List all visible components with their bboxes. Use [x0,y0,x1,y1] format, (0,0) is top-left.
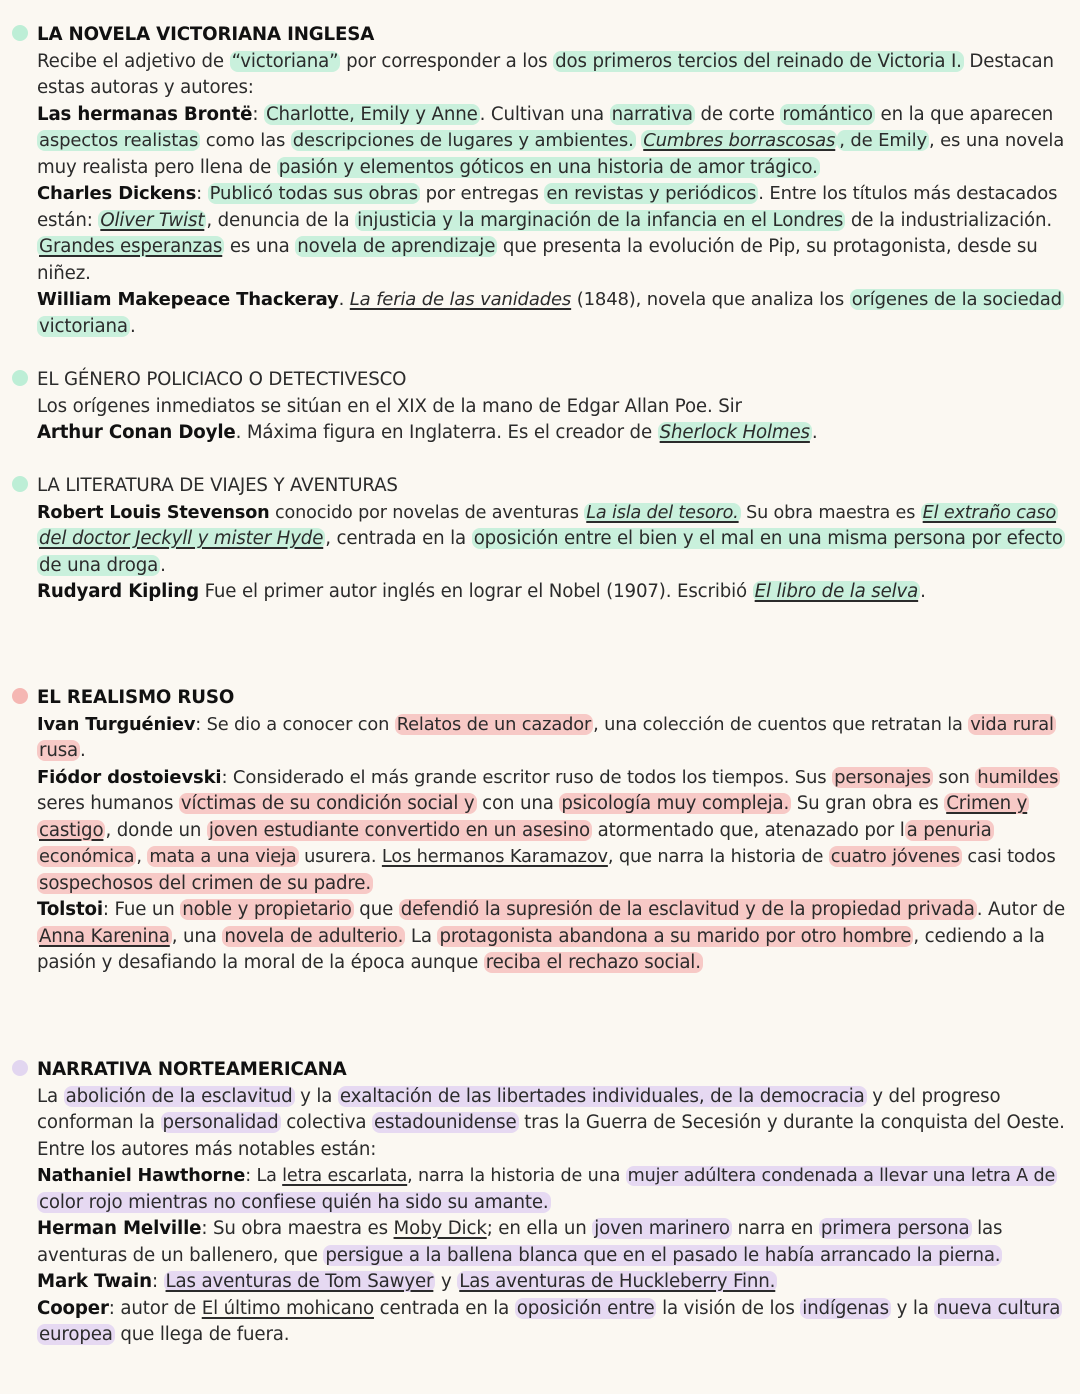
section-bullet-icon [12,1060,28,1076]
text-line: victoriana . [39,315,136,337]
section-realismo-ruso [37,685,1065,977]
book-title: Oliver Twist [100,209,205,231]
book-title: del doctor Jeckyll y mister Hyde [39,528,324,549]
text-line: La abolición de la esclavitud y la exaltación de las libertades individuales, de la democracia y del progreso [37,1085,1001,1107]
text-line: aspectos realistas como las descripciones de lugares y ambientes. Cumbres borrascosas , de Emily , es una novela [39,130,1065,151]
text-line: William Makepeace Thackeray. La feria de las vanidades (1848), novela que analiza los orígenes de la sociedad [37,289,1062,310]
text-line: Recibe el adjetivo de “victoriana” por corresponder a los dos primeros tercios del reinado de Victoria I. Destacan [37,50,1054,72]
text-line: sospechosos del crimen de su padre. [39,872,371,894]
text-line: económica , mata a una vieja usurera. Los hermanos Karamazov, que narra la historia de cuatro jóvenes casi todos [39,846,1056,867]
text-line: pasión y desafiando la moral de la época aunque reciba el rechazo social. [37,952,701,973]
book-title: La feria de las vanidades [349,289,572,310]
text-line: seres humanos víctimas de su condición social y con una psicología muy compleja. Su gran obra es Crimen y [37,793,1028,814]
text-line: Fiódor dostoievski: Considerado el más grande escritor ruso de todos los tiempos. Sus personajes son humildes [37,766,1059,788]
book-title: El libro de la selva [754,581,919,602]
text-line: Anna Karenina , una novela de adulterio. La protagonista abandona a su marido por otro hombre , cediendo a la [39,925,1045,947]
book-title: Cumbres borrascosas [643,130,836,151]
book-title: letra escarlata [282,1166,408,1186]
text-line: europea que llega de fuera. [39,1324,290,1345]
text-line: castigo , donde un joven estudiante convertido en un asesino atormentado que, atenazado por l a penuria [39,819,992,841]
section-title: EL REALISMO RUSO [37,687,235,708]
book-title: Sherlock Holmes [659,422,810,443]
text-line: de una droga . [39,554,166,576]
book-title: El último mohicano [201,1297,374,1319]
section-policiaco [37,367,1052,447]
section-narrativa-norteamericana [37,1057,1065,1349]
book-title: El extraño caso [922,502,1057,523]
text-line: Herman Melville: Su obra maestra es Moby Dick; en ella un joven marinero narra en primera persona las [37,1218,1003,1239]
section-title: LA LITERATURA DE VIAJES Y AVENTURAS [37,475,398,496]
section-title: EL GÉNERO POLICIACO O DETECTIVESCO [37,369,407,390]
text-line: están: Oliver Twist , denuncia de la injusticia y la marginación de la infancia en el Londres de la industrialización. [37,209,1052,231]
text-line: Rudyard Kipling Fue el primer autor inglés en lograr el Nobel (1907). Escribió El libro de la selva . [37,581,926,602]
text-line: Charles Dickens: Publicó todas sus obras por entregas en revistas y periódicos . Entre los títulos más destacados [37,183,1058,204]
text-line: Ivan Turguéniev: Se dio a conocer con Relatos de un cazador , una colección de cuentos que retratan la vida rural [37,713,1054,735]
section-title: NARRATIVA NORTEAMERICANA [37,1059,347,1080]
text-line: Las hermanas Brontë: Charlotte, Emily y Anne . Cultivan una narrativa de corte romántico en la que aparecen [37,103,1054,125]
text-line: del doctor Jeckyll y mister Hyde , centrada en la oposición entre el bien y el mal en una misma persona por efecto [39,528,1063,549]
text-line: Mark Twain: Las aventuras de Tom Sawyer y Las aventuras de Huckleberry Finn. [37,1271,776,1292]
text-line: Grandes esperanzas es una novela de aprendizaje que presenta la evolución de Pip, su protagonista, desde su [39,236,1038,257]
section-bullet-icon [12,476,28,492]
text-line: Nathaniel Hawthorne: La letra escarlata, narra la historia de una mujer adúltera condenada a llevar una letra A de [37,1166,1056,1186]
text-line: conforman la personalidad colectiva estadounidense tras la Guerra de Secesión y durante la conquista del Oeste. [37,1112,1065,1133]
text-line: color rojo mientras no confiese quién ha sido su amante. [39,1191,549,1213]
text-line: estas autoras y autores: [37,77,254,98]
section-bullet-icon [12,688,28,704]
text-line: muy realista pero llena de pasión y elementos góticos en una historia de amor trágico. [37,156,818,178]
text-line: Cooper: autor de El último mohicano centrada en la oposición entre la visión de los indígenas y la nueva cultura [37,1297,1061,1319]
book-title: Los hermanos Karamazov [381,846,608,867]
section-victoriana [37,22,1065,340]
text-line: Robert Louis Stevenson conocido por novelas de aventuras La isla del tesoro. Su obra maestra es El extraño caso [37,502,1057,523]
book-title: Crimen y [946,793,1028,814]
text-line: niñez. [37,262,91,284]
text-line: aventuras de un ballenero, que persigue a la ballena blanca que en el pasado le había arrancado la pierna. [37,1244,1001,1266]
book-title: La isla del tesoro. [586,502,739,523]
book-title: Anna Karenina [39,925,170,947]
text-line: Los orígenes inmediatos se sitúan en el XIX de la mano de Edgar Allan Poe. Sir [37,395,742,417]
section-bullet-icon [12,370,28,386]
section-title: LA NOVELA VICTORIANA INGLESA [37,24,375,45]
book-title: Grandes esperanzas [39,236,223,257]
text-line: rusa . [39,740,86,761]
text-line: Arthur Conan Doyle. Máxima figura en Inglaterra. Es el creador de Sherlock Holmes . [37,422,818,443]
text-line: Tolstoi: Fue un noble y propietario que defendió la supresión de la esclavitud y de la propiedad privada . Autor de [37,899,1065,920]
section-viajes [37,473,1063,606]
book-title: Las aventuras de Huckleberry Finn. [459,1271,776,1292]
section-bullet-icon [12,25,28,41]
book-title: castigo [39,819,104,841]
text-line: Entre los autores más notables están: [37,1138,377,1160]
book-title: Moby Dick [393,1218,487,1239]
book-title: Las aventuras de Tom Sawyer [165,1271,434,1292]
